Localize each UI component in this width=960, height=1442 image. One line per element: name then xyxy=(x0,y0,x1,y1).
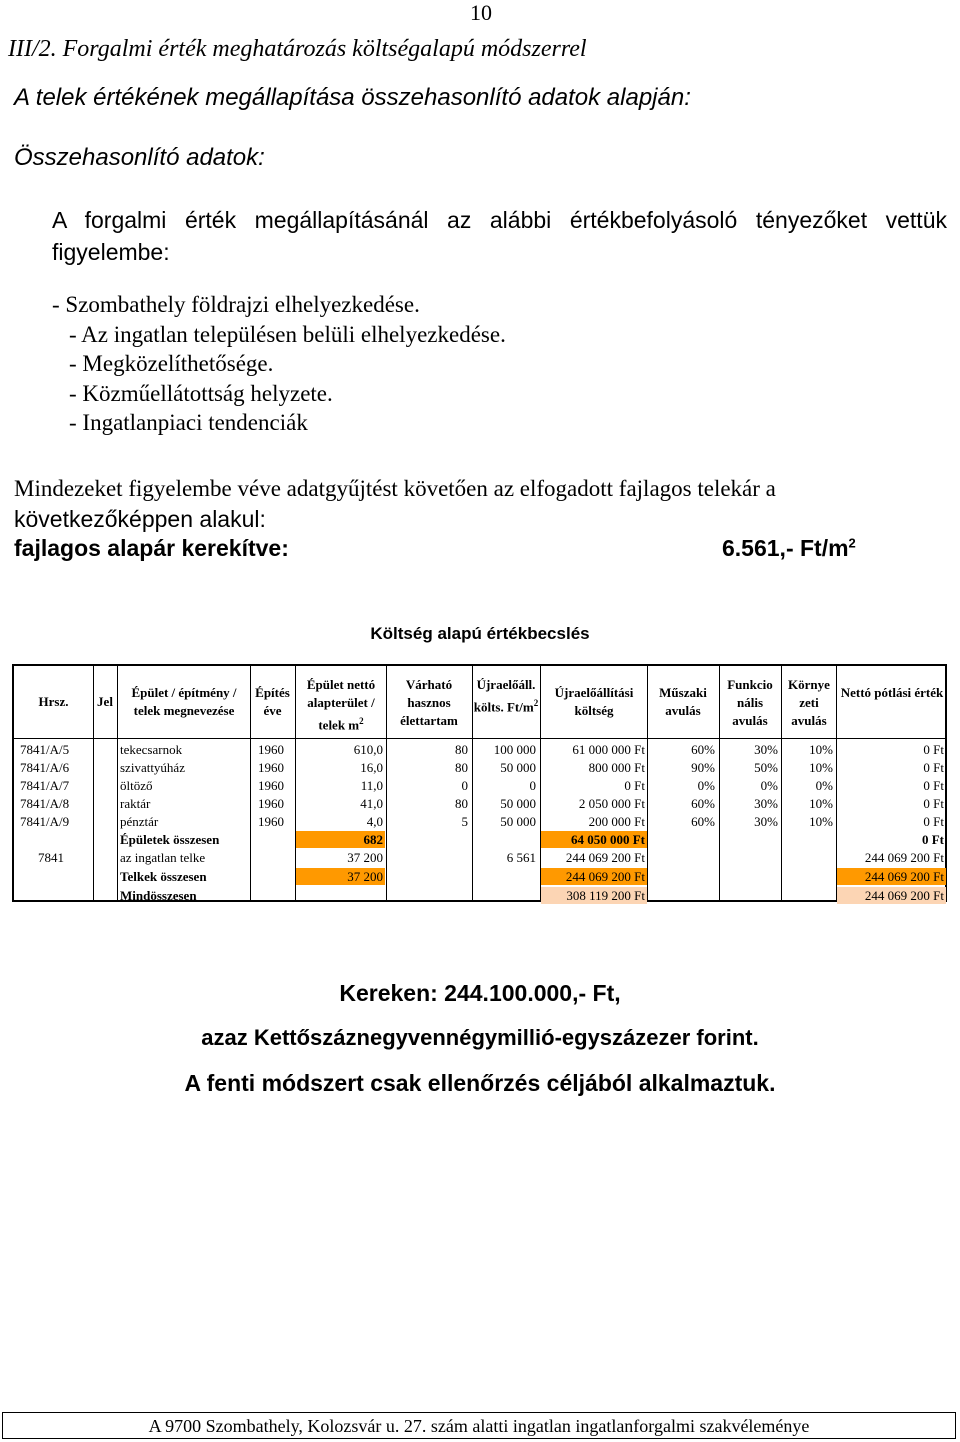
cell-area: 37 200 xyxy=(347,850,383,865)
cell-replacement-cost: 200 000 Ft xyxy=(588,814,645,829)
cell-replacement-cost: 800 000 Ft xyxy=(588,760,645,775)
cell-replacement-cost: 2 050 000 Ft xyxy=(578,796,645,811)
cell-hrsz: 7841/A/5 xyxy=(20,742,70,757)
cell-tech: 60% xyxy=(691,796,715,811)
cell-year: 1960 xyxy=(258,778,284,793)
comparison-label: Összehasonlító adatok: xyxy=(14,144,265,171)
cell-env: 10% xyxy=(809,796,833,811)
cell-net: 244 069 200 Ft xyxy=(837,887,946,904)
cell-unit-cost: 6 561 xyxy=(506,850,536,865)
cell-replacement-cost: 64 050 000 Ft xyxy=(541,831,647,848)
cell-replacement-cost: 61 000 000 Ft xyxy=(572,742,645,757)
section-heading: III/2. Forgalmi érték meghatározás költségalapú módszerrel xyxy=(8,36,587,62)
cell-name: öltöző xyxy=(120,778,153,793)
intro-text: A forgalmi érték megállapításánál az alábbi értékbefolyásoló tényezőket vettük figyelembe: xyxy=(52,207,947,265)
cell-life: 80 xyxy=(455,760,468,775)
cell-name: raktár xyxy=(120,796,151,811)
cell-hrsz: 7841/A/6 xyxy=(20,760,70,775)
basis-price-value: 6.561,- $Ft/m^2$ xyxy=(722,535,856,561)
cell-replacement-cost: 244 069 200 Ft xyxy=(565,850,645,865)
header-year: Építés éve xyxy=(255,685,290,718)
header-life: Várható hasznos élettartam xyxy=(400,677,458,728)
page-number: 10 xyxy=(470,0,492,25)
factor-item: - Ingatlanpiaci tendenciák xyxy=(69,410,308,435)
cell-func: 50% xyxy=(754,760,778,775)
factor-item: - Közműellátottság helyzete. xyxy=(69,380,333,406)
cell-hrsz: 7841/A/8 xyxy=(20,796,70,811)
header-area: Épület nettó alapterület / telek $m^2$ xyxy=(306,677,376,733)
value-in-words: azaz Kettőszáznegyvennégymillió-egyszázezer forint. xyxy=(201,1025,759,1050)
cell-name: szivattyúház xyxy=(120,760,185,775)
cell-net: 0 Ft xyxy=(923,796,944,811)
header-name: Épület / építmény / telek megnevezése xyxy=(131,685,237,718)
cell-tech: 90% xyxy=(691,760,715,775)
cell-name: Mindösszesen xyxy=(120,888,197,903)
cell-area: 682 xyxy=(296,831,385,848)
header-jel: Jel xyxy=(97,694,113,709)
cell-area: 37 200 xyxy=(296,868,385,885)
cell-area: 16,0 xyxy=(360,760,383,775)
header-replacement-cost: Újraelőállítási költség xyxy=(554,685,634,718)
cell-env: 10% xyxy=(809,742,833,757)
cell-func: 30% xyxy=(754,796,778,811)
rounded-value: Kereken: 244.100.000,- Ft, xyxy=(339,980,621,1006)
cell-net: 0 Ft xyxy=(923,760,944,775)
cell-env: 10% xyxy=(809,760,833,775)
cell-area: 610,0 xyxy=(353,742,383,757)
header-tech-depreciation: Műszaki avulás xyxy=(659,685,707,718)
header-env-depreciation: Környe zeti avulás xyxy=(788,677,830,728)
cell-env: 10% xyxy=(809,814,833,829)
header-hrsz: Hrsz. xyxy=(38,694,69,709)
cell-net: 0 Ft xyxy=(921,832,944,847)
cell-unit-cost: 0 xyxy=(529,778,536,793)
cell-func: 30% xyxy=(754,742,778,757)
cell-area: 41,0 xyxy=(360,796,383,811)
cell-name: tekecsarnok xyxy=(120,742,183,757)
valuation-table xyxy=(12,664,947,902)
cell-unit-cost: 50 000 xyxy=(500,814,536,829)
conclusion-paragraph xyxy=(14,474,946,534)
section-subheading: A telek értékének megállapítása összehasonlító adatok alapján: xyxy=(14,84,691,111)
cell-year: 1960 xyxy=(258,742,284,757)
cell-life: 80 xyxy=(455,796,468,811)
page-footer: A 9700 Szombathely, Kolozsvár u. 27. szám alatti ingatlan ingatlanforgalmi szakvéleménye xyxy=(2,1412,956,1439)
cell-func: 0% xyxy=(760,778,778,793)
cell-unit-cost: 50 000 xyxy=(500,760,536,775)
cell-hrsz: 7841 xyxy=(38,850,64,865)
cell-net: 244 069 200 Ft xyxy=(837,868,946,885)
cell-replacement-cost: 308 119 200 Ft xyxy=(541,887,647,904)
cell-net: 0 Ft xyxy=(923,814,944,829)
cell-env: 0% xyxy=(815,778,833,793)
paragraph-line: következőképpen alakul: xyxy=(14,506,266,532)
cell-hrsz: 7841/A/7 xyxy=(20,778,70,793)
cell-year: 1960 xyxy=(258,814,284,829)
cell-replacement-cost: 0 Ft xyxy=(624,778,645,793)
cell-name: az ingatlan telke xyxy=(120,850,206,865)
cell-name: pénztár xyxy=(120,814,159,829)
cell-func: 30% xyxy=(754,814,778,829)
cell-area: 4,0 xyxy=(366,814,383,829)
basis-price-label: fajlagos alapár kerekítve: xyxy=(14,535,289,561)
cell-name: Épületek összesen xyxy=(120,832,220,847)
cell-unit-cost: 100 000 xyxy=(493,742,536,757)
cell-net: 0 Ft xyxy=(923,742,944,757)
cell-area: 11,0 xyxy=(360,778,383,793)
cell-hrsz: 7841/A/9 xyxy=(20,814,70,829)
cell-net: 0 Ft xyxy=(923,778,944,793)
header-func-depreciation: Funkcio nális avulás xyxy=(727,677,773,728)
cell-year: 1960 xyxy=(258,760,284,775)
cell-life: 5 xyxy=(461,814,468,829)
cell-replacement-cost: 244 069 200 Ft xyxy=(541,868,647,885)
cell-name: Telkek összesen xyxy=(120,869,207,884)
method-note: A fenti módszert csak ellenőrzés céljából alkalmaztuk. xyxy=(184,1070,776,1096)
cell-net: 244 069 200 Ft xyxy=(864,850,944,865)
paragraph-line: Mindezeket figyelembe véve adatgyűjtést követően az elfogadott fajlagos telekár a xyxy=(14,476,776,501)
cell-year: 1960 xyxy=(258,796,284,811)
factor-list xyxy=(52,290,506,438)
cell-tech: 60% xyxy=(691,742,715,757)
table-title: Költség alapú értékbecslés xyxy=(370,624,590,643)
factor-item: - Szombathely földrajzi elhelyezkedése. xyxy=(52,292,420,317)
header-unit-cost: Újraelőáll. költs. $Ft/m^2$ xyxy=(473,677,539,715)
factor-item: - Az ingatlan településen belüli elhelyezkedése. xyxy=(69,321,506,347)
factor-item: - Megközelíthetősége. xyxy=(69,351,274,376)
cell-life: 80 xyxy=(455,742,468,757)
header-net-value: Nettó pótlási érték xyxy=(840,685,944,700)
cell-unit-cost: 50 000 xyxy=(500,796,536,811)
cell-tech: 60% xyxy=(691,814,715,829)
cell-tech: 0% xyxy=(697,778,715,793)
cell-life: 0 xyxy=(461,778,468,793)
